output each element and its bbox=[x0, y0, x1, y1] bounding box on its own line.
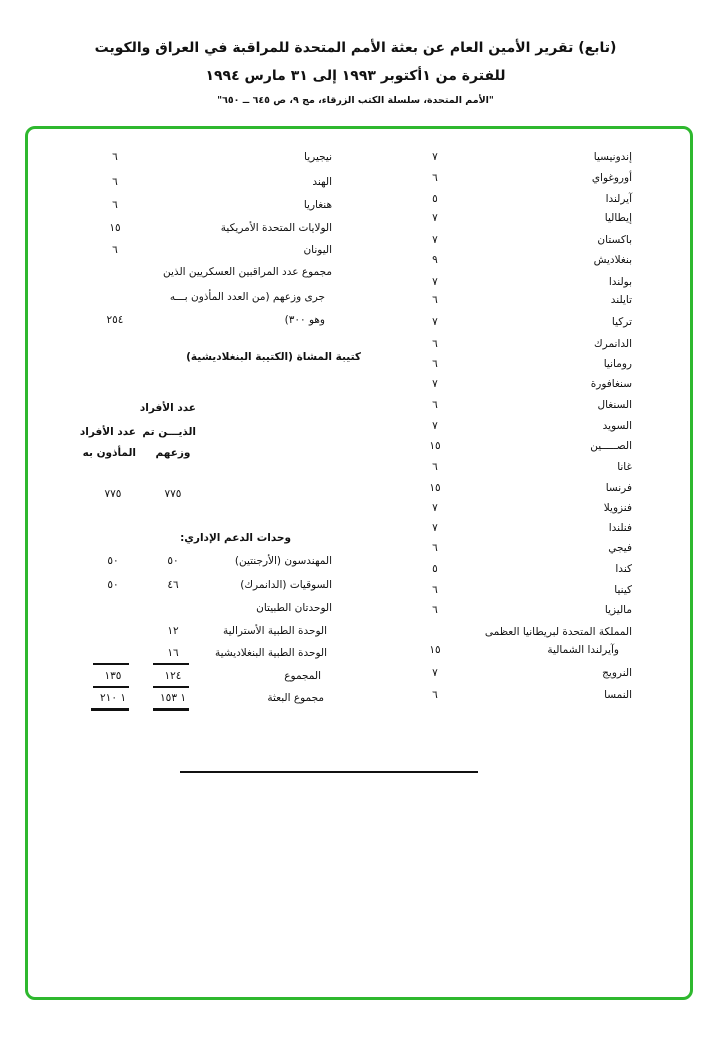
country-count: ١٥ bbox=[429, 482, 441, 494]
admin-unit-authorized: ٥٠ bbox=[107, 579, 119, 591]
country-name: فرنسا bbox=[605, 482, 632, 494]
subtotal-rule-authorized bbox=[93, 686, 129, 688]
observers-total-value: ٢٥٤ bbox=[106, 314, 124, 326]
country-count: ٦ bbox=[432, 542, 438, 554]
country-name: ماليزيا bbox=[604, 604, 632, 616]
country-name: فنلندا bbox=[608, 522, 632, 534]
country-name: فنزويلا bbox=[603, 502, 632, 514]
country-name: الهند bbox=[312, 176, 332, 188]
source-citation: "الأمم المتحدة، سلسلة الكتب الزرقاء، مج ٩، ص ٦٤٥ ــ ٦٥٠" bbox=[217, 95, 494, 106]
country-name: الولايات المتحدة الأمريكية bbox=[220, 222, 332, 234]
admin-unit-deployed: ١٢ bbox=[167, 625, 179, 637]
total-rule-deployed bbox=[153, 663, 189, 665]
country-count: ٧ bbox=[432, 667, 438, 679]
country-count: ٧ bbox=[432, 151, 438, 163]
country-count: ١٥ bbox=[429, 440, 441, 452]
mission-total-authorized: ١ ٢١٠ bbox=[100, 692, 126, 704]
country-count: ٦ bbox=[112, 151, 118, 163]
admin-unit-label: الوحدتان الطبيتان bbox=[256, 602, 332, 614]
country-name: أوروغواي bbox=[591, 172, 632, 184]
double-rule-deployed bbox=[153, 708, 189, 711]
col-authorized-line2: المأذون به bbox=[82, 447, 136, 459]
footnote-separator bbox=[180, 771, 478, 773]
admin-total-label: المجموع bbox=[284, 670, 321, 682]
country-count: ٥ bbox=[432, 563, 438, 575]
admin-unit-deployed: ٥٠ bbox=[167, 555, 179, 567]
country-name: تايلند bbox=[610, 294, 632, 306]
col-deployed-line2: الذيـــن تم bbox=[142, 426, 196, 438]
country-count: ٦ bbox=[432, 584, 438, 596]
country-name: تركيا bbox=[611, 316, 632, 328]
subtotal-rule-deployed bbox=[153, 686, 189, 688]
admin-total-authorized: ١٣٥ bbox=[104, 670, 122, 682]
admin-unit-deployed: ١٦ bbox=[167, 647, 179, 659]
col-authorized-line1: عدد الأفراد bbox=[79, 426, 136, 438]
country-name: إيطاليا bbox=[604, 212, 632, 224]
country-count: ٦ bbox=[432, 461, 438, 473]
country-count: ٧ bbox=[432, 378, 438, 390]
country-count: ٧ bbox=[432, 420, 438, 432]
battalion-heading: كتيبة المشاة (الكتيبة البنغلاديشية) bbox=[186, 351, 361, 363]
country-count: ٦ bbox=[432, 338, 438, 350]
country-name-cont: وآيرلندا الشمالية bbox=[547, 644, 619, 656]
country-count: ٦ bbox=[112, 199, 118, 211]
admin-unit-deployed: ٤٦ bbox=[167, 579, 179, 591]
country-count: ٦ bbox=[432, 604, 438, 616]
country-count: ٦ bbox=[112, 176, 118, 188]
country-name: كندا bbox=[615, 563, 632, 575]
country-count: ٦ bbox=[432, 358, 438, 370]
battalion-deployed: ٧٧٥ bbox=[164, 488, 182, 500]
country-count: ٦ bbox=[432, 172, 438, 184]
country-count: ١٥ bbox=[109, 222, 121, 234]
country-count: ٧ bbox=[432, 234, 438, 246]
country-name: بنغلاديش bbox=[593, 254, 632, 266]
admin-total-deployed: ١٢٤ bbox=[164, 670, 182, 682]
country-name: السنغال bbox=[597, 399, 632, 411]
observers-total-line: جرى وزعهم (من العدد المأذون بـــه bbox=[169, 291, 325, 303]
country-name: الصـــــين bbox=[590, 440, 632, 452]
col-deployed-line1: عدد الأفراد bbox=[139, 402, 196, 414]
country-count: ٧ bbox=[432, 212, 438, 224]
country-name: المملكة المتحدة لبريطانيا العظمى bbox=[484, 626, 632, 638]
observers-total-line: مجموع عدد المراقبين العسكريين الذين bbox=[163, 266, 332, 278]
country-name: رومانيا bbox=[603, 358, 632, 370]
country-name: باكستان bbox=[597, 234, 632, 246]
country-count: ٦ bbox=[112, 244, 118, 256]
country-count: ٧ bbox=[432, 522, 438, 534]
country-count: ١٥ bbox=[429, 644, 441, 656]
admin-heading: وحدات الدعم الإداري: bbox=[180, 532, 291, 544]
country-name: آيرلندا bbox=[605, 193, 632, 205]
page-title: (تابع) تقرير الأمين العام عن بعثة الأمم المتحدة للمراقبة في العراق والكويت bbox=[94, 40, 617, 56]
country-name: سنغافورة bbox=[590, 378, 632, 390]
country-count: ٩ bbox=[432, 254, 438, 266]
country-name: نيجيريا bbox=[304, 151, 332, 163]
mission-total-label: مجموع البعثة bbox=[267, 692, 324, 704]
country-name: كينيا bbox=[614, 584, 632, 596]
country-name: النرويج bbox=[602, 667, 632, 679]
country-count: ٦ bbox=[432, 689, 438, 701]
col-deployed-line3: وزعهم bbox=[155, 447, 191, 459]
observers-total-line: وهو ٣٠٠) bbox=[284, 314, 325, 326]
country-name: الدانمرك bbox=[594, 338, 632, 350]
admin-unit-label: الوحدة الطبية الأسترالية bbox=[223, 625, 327, 637]
admin-unit-label: الوحدة الطبية البنغلاديشية bbox=[215, 647, 327, 659]
admin-unit-label: السوقيات (الدانمرك) bbox=[240, 579, 332, 591]
country-name: السويد bbox=[602, 420, 632, 432]
country-name: فيجي bbox=[608, 542, 632, 554]
country-name: النمسا bbox=[604, 689, 632, 701]
report-period: للفترة من ١أكتوبر ١٩٩٣ إلى ٣١ مارس ١٩٩٤ bbox=[205, 68, 506, 84]
country-count: ٦ bbox=[432, 294, 438, 306]
country-count: ٦ bbox=[432, 399, 438, 411]
double-rule-authorized bbox=[91, 708, 129, 711]
admin-unit-label: المهندسون (الأرجنتين) bbox=[234, 555, 332, 567]
country-count: ٧ bbox=[432, 316, 438, 328]
country-name: غانا bbox=[617, 461, 632, 473]
battalion-authorized: ٧٧٥ bbox=[104, 488, 122, 500]
country-name: هنغاريا bbox=[303, 199, 332, 211]
country-count: ٧ bbox=[432, 502, 438, 514]
country-count: ٥ bbox=[432, 193, 438, 205]
country-name: بولندا bbox=[608, 276, 632, 288]
country-name: اليونان bbox=[303, 244, 332, 256]
admin-unit-authorized: ٥٠ bbox=[107, 555, 119, 567]
mission-total-deployed: ١ ١٥٣ bbox=[160, 692, 186, 704]
country-count: ٧ bbox=[432, 276, 438, 288]
country-name: إندونيسيا bbox=[593, 151, 632, 163]
total-rule-authorized bbox=[93, 663, 129, 665]
